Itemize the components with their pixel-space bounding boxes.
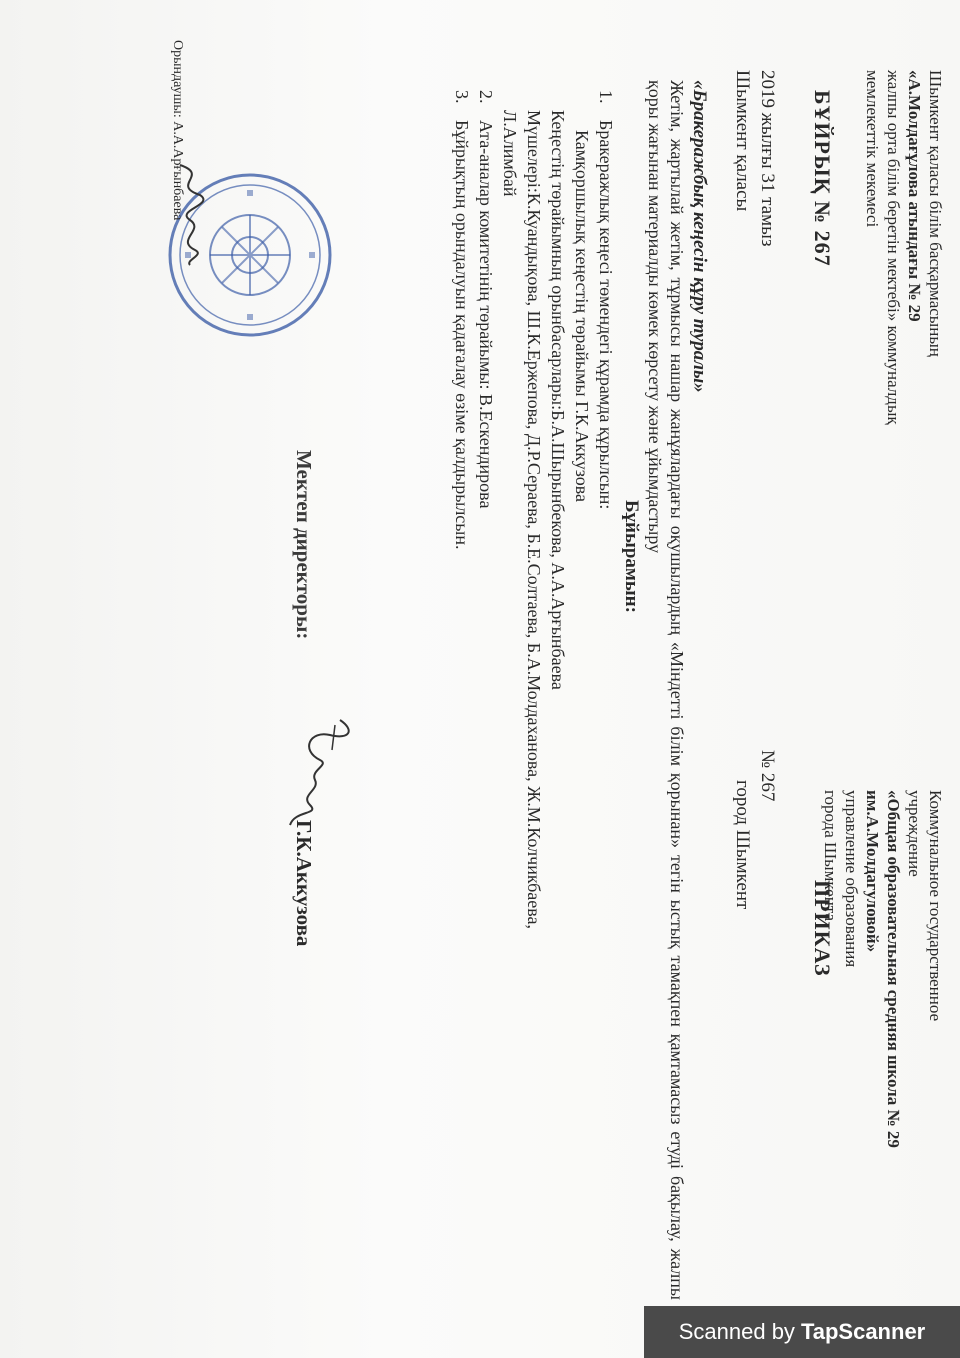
executor-line: Орындаушы: А.А.Арғынбаева bbox=[170, 40, 185, 221]
kz-header bbox=[862, 70, 946, 690]
director-label: Мектеп директоры: bbox=[292, 450, 316, 640]
banner-prefix: Scanned by bbox=[678, 1319, 795, 1344]
executor-signature bbox=[160, 160, 220, 270]
ru-header-line: им.А.Молдагуловой» bbox=[863, 790, 882, 953]
order-number-ru: № 267 bbox=[757, 750, 778, 802]
scanner-watermark-banner bbox=[644, 1306, 960, 1358]
list-item bbox=[570, 90, 594, 1320]
item-text: Бұйрықтың орындалуын қадағалау өзіме қалдырылсын. bbox=[452, 120, 472, 550]
ru-header-line: учреждение bbox=[905, 790, 924, 877]
list-item bbox=[594, 90, 618, 1320]
list-item bbox=[546, 90, 570, 1320]
order-date: 2019 жылғы 31 тамыз bbox=[757, 70, 778, 247]
item-text: Кеңестің төрайымның орынбасарлары:Б.А.Шырынбекова, А.А.Арғынбаева bbox=[548, 110, 568, 690]
list-item bbox=[498, 90, 522, 1320]
director-name: Г.К.Аккузова bbox=[292, 820, 316, 947]
item-text: Камқоршылық кеңестің төрайымы Г.К.Аккузова bbox=[572, 130, 592, 502]
date-block-kz bbox=[730, 70, 780, 246]
list-item bbox=[474, 90, 498, 1320]
list-item bbox=[522, 90, 546, 1320]
director-signature bbox=[280, 710, 360, 830]
kz-header-line: Шымкент қаласы білім басқармасының bbox=[926, 70, 945, 357]
order-items bbox=[450, 90, 618, 1320]
kz-header-line: мемлекеттік мекемесі bbox=[863, 70, 882, 228]
banner-brand: TapScanner bbox=[800, 1319, 926, 1344]
order-title-ru: ПРИКАЗ bbox=[810, 880, 835, 977]
order-preamble: Жетім, жартылай жетім, тұрмысы нашар жанұялардағы оқушылардың «Міндетті білім қорынан» тегін ыстық тамақпен қамтамасыз етуді бақылау, жалпы қоры жағынан материалды көмек көрсету және ұйымдастыру bbox=[645, 80, 687, 1300]
item-text: Бракеражлық кеңесі төмендегі құрамда құрылсын: bbox=[596, 120, 616, 510]
kz-header-line: жалпы орта білім беретін мектебі» коммуналдық bbox=[884, 70, 903, 425]
ru-header bbox=[820, 790, 946, 1290]
ru-header-line: управление образования bbox=[842, 790, 861, 968]
decree-word: Бұйырамын: bbox=[621, 500, 642, 613]
order-title-kz: БҰЙРЫҚ № 267 bbox=[810, 90, 835, 267]
item-text: Мүшелері:К.Куандықова, Ш.К.Ержепова, Д.Р.Сераева, Б.Е.Солтаева, Б.А.Молдаханова, Ж.М.Колчикбаева, bbox=[524, 110, 544, 930]
item-number: 3. bbox=[452, 90, 472, 104]
number-block-ru bbox=[730, 750, 780, 909]
order-subject: «Бракеражбық кеңесін құру туралы» bbox=[689, 80, 710, 393]
item-number: 1. bbox=[596, 90, 616, 104]
item-number: 2. bbox=[476, 90, 496, 104]
item-text: Ата-аналар комитетінің төрайымы: В.Ескендирова bbox=[476, 120, 496, 509]
ru-header-line: города Шымкента bbox=[821, 790, 840, 921]
document-sheet bbox=[60, 30, 960, 1330]
ru-header-line: «Общая образовательная средняя школа № 29 bbox=[884, 790, 903, 1148]
item-text: Л.Алимбай bbox=[500, 110, 520, 197]
list-item bbox=[450, 90, 474, 1320]
kz-header-line: «А.Молдағұлова атындағы № 29 bbox=[905, 70, 924, 322]
city-kz: Шымкент қаласы bbox=[732, 70, 753, 212]
city-ru: город Шымкент bbox=[732, 780, 753, 910]
ru-header-line: Коммунальное государственное bbox=[926, 790, 945, 1022]
